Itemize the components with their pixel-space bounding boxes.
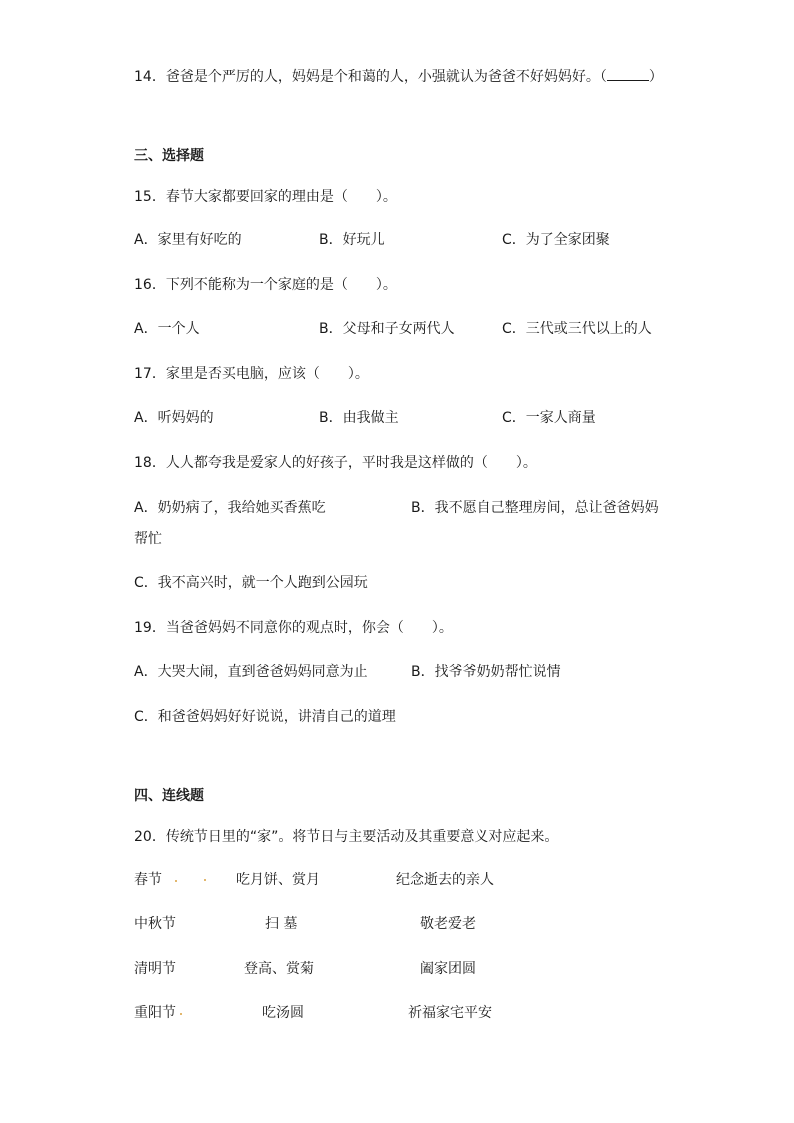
- section-3-title: 三、选择题: [134, 148, 204, 164]
- festival-item[interactable]: 中秋节: [134, 916, 176, 932]
- question-17-stem: 17．家里是否买电脑，应该（ ）。: [134, 366, 369, 382]
- question-15-stem: 15．春节大家都要回家的理由是（ ）。: [134, 189, 397, 205]
- activity-item[interactable]: 扫 墓: [265, 916, 298, 932]
- festival-item[interactable]: 重阳节: [134, 1005, 176, 1021]
- activity-item[interactable]: 登高、赏菊: [244, 961, 314, 977]
- question-19-stem: 19．当爸爸妈妈不同意你的观点时，你会（ ）。: [134, 620, 453, 636]
- question-20-stem: 20．传统节日里的“家”。将节日与主要活动及其重要意义对应起来。: [134, 829, 559, 845]
- question-16-option-a: A．一个人: [134, 321, 200, 337]
- meaning-item[interactable]: 纪念逝去的亲人: [396, 872, 494, 888]
- connector-dot: [204, 879, 206, 881]
- meaning-item[interactable]: 祈福家宅平安: [408, 1005, 492, 1021]
- question-17-option-a: A．听妈妈的: [134, 410, 214, 426]
- section-4-title: 四、连线题: [134, 788, 204, 804]
- question-16-option-c: C．三代或三代以上的人: [502, 321, 652, 337]
- connector-dot: [180, 1013, 182, 1015]
- question-15-option-a: A．家里有好吃的: [134, 232, 242, 248]
- question-17-option-b: B．由我做主: [319, 410, 399, 426]
- question-14: 14．爸爸是个严厉的人，妈妈是个和蔼的人，小强就认为爸爸不好妈妈好。（ ）: [134, 66, 663, 87]
- question-19-option-a: A．大哭大闹，直到爸爸妈妈同意为止: [134, 664, 368, 680]
- question-18-option-c: C．我不高兴时，就一个人跑到公园玩: [134, 575, 368, 591]
- festival-item[interactable]: 春节: [134, 872, 162, 888]
- question-18-stem: 18．人人都夸我是爱家人的好孩子，平时我是这样做的（ ）。: [134, 455, 537, 471]
- question-19-option-c: C．和爸爸妈妈好好说说，讲清自己的道理: [134, 709, 396, 725]
- question-19-option-b: B．找爷爷奶奶帮忙说情: [411, 664, 561, 680]
- question-18-option-b-continued: 帮忙: [134, 531, 162, 547]
- meaning-item[interactable]: 敬老爱老: [420, 916, 476, 932]
- question-17-option-c: C．一家人商量: [502, 410, 596, 426]
- question-14-text: 14．爸爸是个严厉的人，妈妈是个和蔼的人，小强就认为爸爸不好妈妈好。（: [134, 69, 607, 85]
- activity-item[interactable]: 吃汤圆: [262, 1005, 304, 1021]
- festival-item[interactable]: 清明节: [134, 961, 176, 977]
- answer-blank[interactable]: [607, 66, 649, 81]
- question-15-option-c: C．为了全家团聚: [502, 232, 610, 248]
- question-16-stem: 16．下列不能称为一个家庭的是（ ）。: [134, 277, 397, 293]
- meaning-item[interactable]: 阖家团圆: [420, 961, 476, 977]
- question-18-option-b: B．我不愿自己整理房间，总让爸爸妈妈: [411, 500, 659, 516]
- question-18-option-a: A．奶奶病了，我给她买香蕉吃: [134, 500, 326, 516]
- connector-dot: [175, 880, 177, 882]
- activity-item[interactable]: 吃月饼、赏月: [236, 872, 320, 888]
- question-15-option-b: B．好玩儿: [319, 232, 385, 248]
- question-16-option-b: B．父母和子女两代人: [319, 321, 455, 337]
